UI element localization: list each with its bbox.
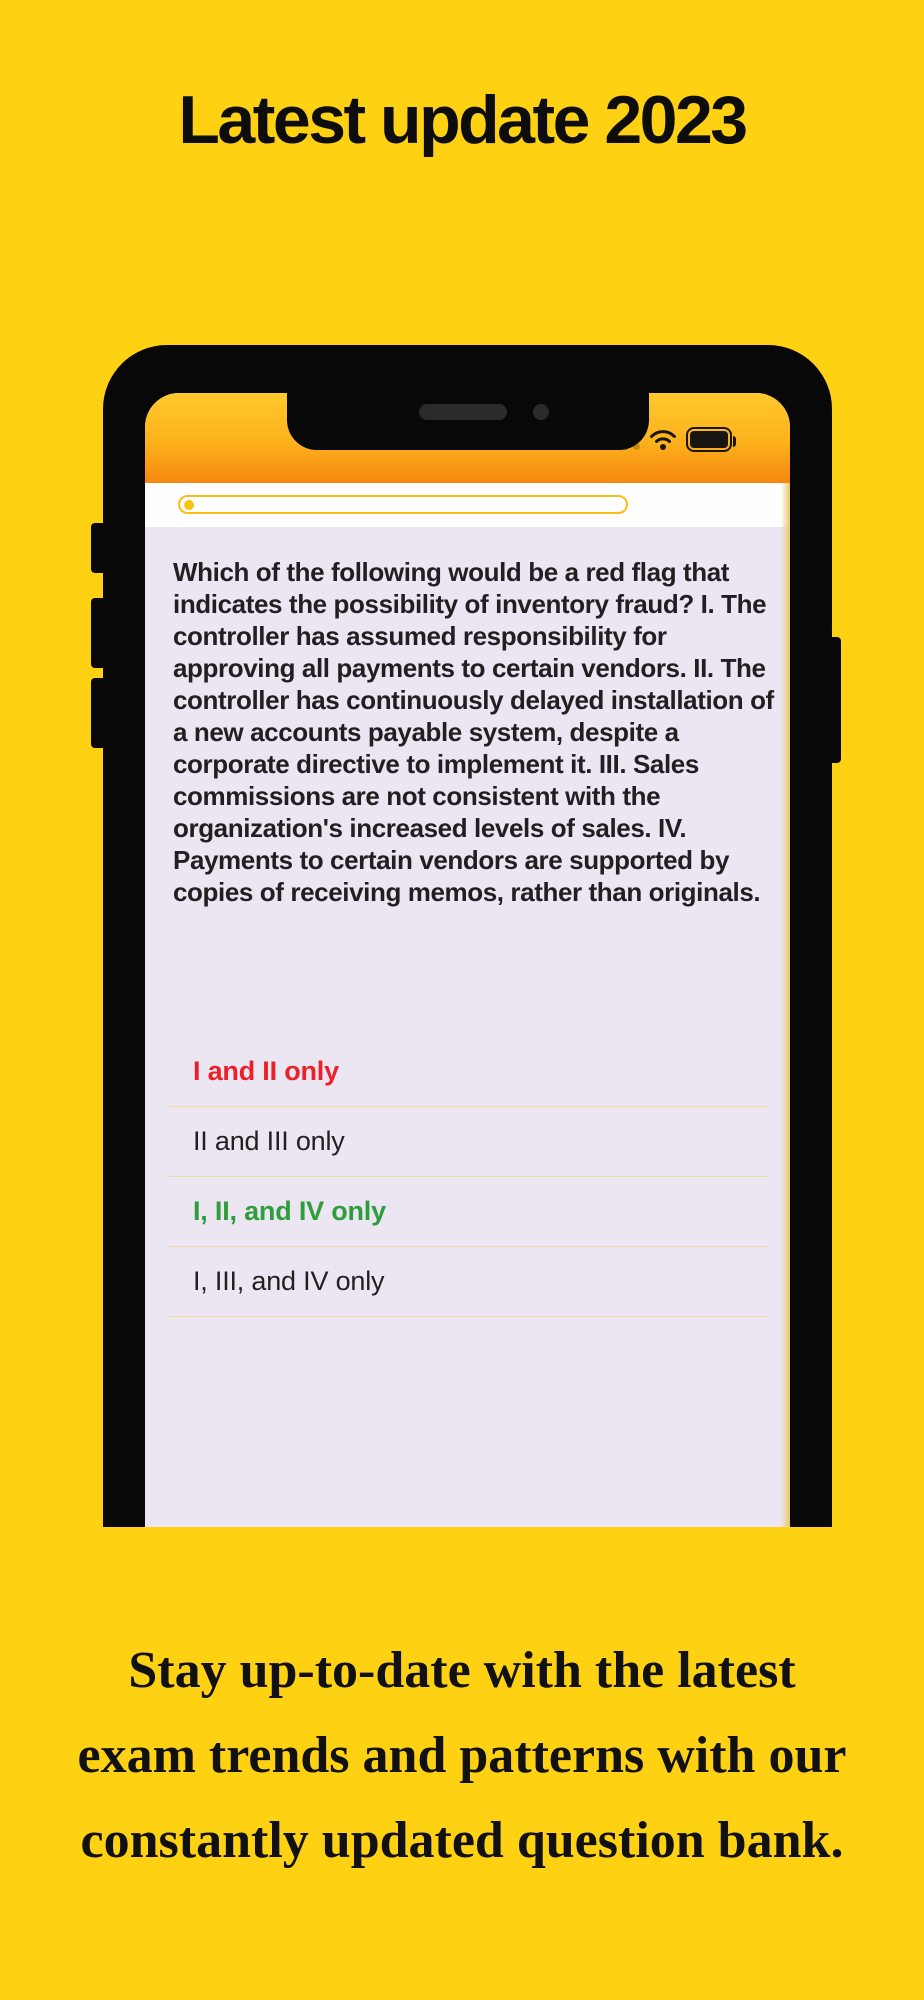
footer-line: exam trends and patterns with our — [77, 1727, 847, 1784]
mute-switch — [91, 523, 104, 573]
answer-option[interactable] — [168, 1177, 769, 1247]
answer-option-label: II and III only — [193, 1126, 345, 1156]
answer-option-label: I, II, and IV only — [193, 1196, 386, 1226]
phone-screen — [145, 393, 790, 1527]
answer-option[interactable] — [168, 1107, 769, 1177]
battery-icon — [686, 427, 732, 452]
answer-option-label: I and II only — [193, 1056, 339, 1086]
camera-icon — [533, 404, 549, 420]
footer-tagline — [0, 1628, 924, 1883]
quiz-progress-bar — [178, 495, 628, 514]
phone-mockup — [103, 345, 832, 1527]
answer-option-label: I, III, and IV only — [193, 1266, 385, 1296]
wifi-icon — [649, 428, 677, 451]
question-text: Which of the following would be a red flag that indicates the possibility of inventory fraud? I. The controller has assumed responsibility for approving all payments to certain vendors. II. The controller has continuously delayed installation of a new accounts payable system, despite a corporate directive to implement it. III. Sales commissions are not consistent with the organization's increased levels of sales. IV. Payments to certain vendors are supported by copies of receiving memos, rather than originals. — [173, 557, 774, 907]
notch — [287, 393, 649, 450]
footer-line: constantly updated question bank. — [80, 1812, 844, 1869]
answer-option[interactable] — [168, 1247, 769, 1317]
speaker-icon — [419, 404, 507, 420]
status-bar — [145, 393, 790, 483]
volume-down-button — [91, 678, 104, 748]
screenshot-gold-edge — [781, 483, 790, 1527]
page-title: Latest update 2023 — [178, 82, 746, 158]
footer-line: Stay up-to-date with the latest — [128, 1642, 796, 1699]
volume-up-button — [91, 598, 104, 668]
progress-strip — [145, 483, 790, 527]
power-button — [831, 637, 841, 763]
answer-options-list — [168, 1037, 769, 1317]
answer-option[interactable] — [168, 1037, 769, 1107]
progress-dot — [184, 500, 194, 510]
